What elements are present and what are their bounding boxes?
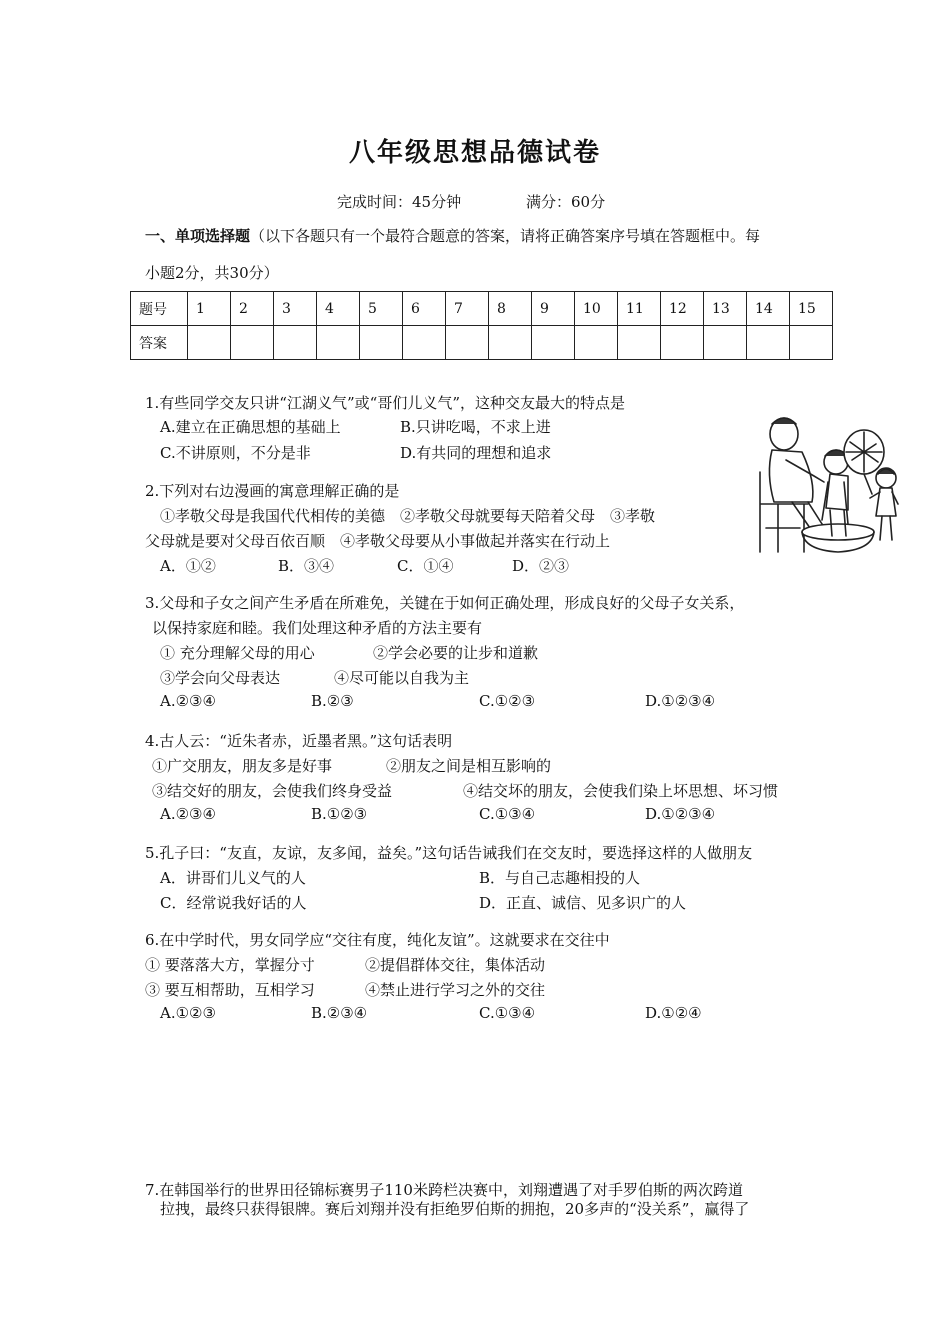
answer-table-number-cell: 10	[575, 292, 618, 326]
q3-option-a: A.②③④	[160, 692, 216, 710]
q1-option-b: B.只讲吃喝，不求上进	[400, 418, 551, 436]
q5-option-d: D．正直、诚信、见多识广的人	[479, 894, 687, 912]
answer-table-answer-cell[interactable]	[360, 326, 403, 360]
q2-option-b: B．③④	[278, 557, 335, 575]
q5-option-b: B．与自己志趣相投的人	[479, 869, 641, 887]
q2-option-a: A．①②	[160, 557, 216, 575]
q4-statement-3: ③结交好的朋友，会使我们终身受益	[152, 782, 393, 800]
q2-option-c: C．①④	[397, 557, 454, 575]
q6-statement-3: ③ 要互相帮助，互相学习	[145, 981, 315, 999]
answer-table-number-cell: 5	[360, 292, 403, 326]
q1-stem: 1.有些同学交友只讲“江湖义气”或“哥们儿义气”，这种交友最大的特点是	[145, 394, 625, 412]
answer-table-answer-row	[131, 326, 833, 360]
answer-table-number-cell: 6	[403, 292, 446, 326]
q3-statement-2: ②学会必要的让步和道歉	[373, 644, 539, 662]
answer-table-number-cell: 1	[188, 292, 231, 326]
q3-stem: 3.父母和子女之间产生矛盾在所难免，关键在于如何正确处理，形成良好的父母子女关系，	[145, 594, 745, 612]
q4-statement-2: ②朋友之间是相互影响的	[386, 757, 552, 775]
exam-full-score: 满分：60分	[526, 193, 606, 211]
answer-table-number-cell: 9	[532, 292, 575, 326]
q2-stem: 2.下列对右边漫画的寓意理解正确的是	[145, 482, 400, 500]
q6-option-b: B.②③④	[311, 1004, 368, 1022]
answer-table-answer-cell[interactable]	[747, 326, 790, 360]
q3-line2: 以保持家庭和睦。我们处理这种矛盾的方法主要有	[152, 619, 483, 637]
q4-statement-1: ①广交朋友，朋友多是好事	[152, 757, 333, 775]
exam-time: 完成时间：45分钟	[337, 193, 462, 211]
answer-table-number-cell: 14	[747, 292, 790, 326]
answer-table-answer-cell[interactable]	[704, 326, 747, 360]
q2-line2: ①孝敬父母是我国代代相传的美德 ②孝敬父母就要每天陪着父母 ③孝敬	[160, 507, 656, 525]
answer-table-answer-cell[interactable]	[274, 326, 317, 360]
q1-option-c: C.不讲原则，不分是非	[160, 444, 311, 462]
q4-option-d: D.①②③④	[645, 805, 716, 823]
q2-line3: 父母就是要对父母百依百顺 ④孝敬父母要从小事做起并落实在行动上	[145, 532, 611, 550]
answer-table-number-cell: 13	[704, 292, 747, 326]
q6-option-d: D.①②④	[645, 1004, 702, 1022]
q5-stem: 5.孔子曰：“友直，友谅，友多闻，益矣。”这句话告诫我们在交友时，要选择这样的人做朋友	[145, 844, 753, 862]
answer-table-number-cell: 8	[489, 292, 532, 326]
answer-table	[130, 291, 833, 360]
answer-table-number-cell: 15	[790, 292, 833, 326]
q6-statement-1: ① 要落落大方，掌握分寸	[145, 956, 315, 974]
section-heading: 一、单项选择题	[145, 227, 251, 245]
parents-feet-washing-cartoon	[752, 412, 908, 554]
answer-table-answer-cell[interactable]	[489, 326, 532, 360]
answer-table-number-label: 题号	[131, 292, 188, 326]
q6-option-c: C.①③④	[479, 1004, 536, 1022]
answer-table-number-row	[131, 292, 833, 326]
q4-statement-4: ④结交坏的朋友，会使我们染上坏思想、坏习惯	[463, 782, 779, 800]
answer-table-number-cell: 7	[446, 292, 489, 326]
answer-table-answer-cell[interactable]	[532, 326, 575, 360]
q4-option-c: C.①③④	[479, 805, 536, 823]
section-instruction-line1: （以下各题只有一个最符合题意的答案，请将正确答案序号填在答题框中。每	[250, 227, 761, 245]
answer-table-answer-cell[interactable]	[231, 326, 274, 360]
q4-option-b: B.①②③	[311, 805, 368, 823]
answer-table-answer-cell[interactable]	[403, 326, 446, 360]
q5-option-a: A．讲哥们儿义气的人	[160, 869, 306, 887]
q5-option-c: C．经常说我好话的人	[160, 894, 307, 912]
answer-table-answer-cell[interactable]	[446, 326, 489, 360]
q4-stem: 4.古人云：“近朱者赤，近墨者黑。”这句话表明	[145, 732, 453, 750]
answer-table-answer-cell[interactable]	[661, 326, 704, 360]
section-instruction	[145, 225, 760, 246]
q6-stem: 6.在中学时代，男女同学应“交往有度，纯化友谊”。这就要求在交往中	[145, 931, 610, 949]
q2-option-d: D．②③	[512, 557, 570, 575]
q7-line1: 7.在韩国举行的世界田径锦标赛男子110米跨栏决赛中，刘翔遭遇了对手罗伯斯的两次跨道	[145, 1181, 743, 1199]
q3-option-d: D.①②③④	[645, 692, 716, 710]
q3-statement-3: ③学会向父母表达	[160, 669, 281, 687]
answer-table-answer-cell[interactable]	[790, 326, 833, 360]
q4-option-a: A.②③④	[160, 805, 216, 823]
q6-statement-2: ②提倡群体交往，集体活动	[365, 956, 546, 974]
page-title: 八年级思想品德试卷	[348, 138, 601, 168]
answer-table-answer-cell[interactable]	[618, 326, 661, 360]
section-instruction-line2: 小题2分，共30分）	[145, 264, 279, 282]
answer-table-answer-label: 答案	[131, 326, 188, 360]
answer-table-number-cell: 12	[661, 292, 704, 326]
q7-line2: 拉拽，最终只获得银牌。赛后刘翔并没有拒绝罗伯斯的拥抱，20多声的“没关系”，赢得了	[160, 1200, 750, 1218]
answer-table-answer-cell[interactable]	[575, 326, 618, 360]
answer-table-number-cell: 2	[231, 292, 274, 326]
q3-option-b: B.②③	[311, 692, 354, 710]
q3-option-c: C.①②③	[479, 692, 536, 710]
answer-table-number-cell: 3	[274, 292, 317, 326]
answer-table-answer-cell[interactable]	[188, 326, 231, 360]
q3-statement-4: ④尽可能以自我为主	[334, 669, 470, 687]
answer-table-number-cell: 11	[618, 292, 661, 326]
answer-table-number-cell: 4	[317, 292, 360, 326]
answer-table-answer-cell[interactable]	[317, 326, 360, 360]
q1-option-a: A.建立在正确思想的基础上	[160, 418, 341, 436]
q6-option-a: A.①②③	[160, 1004, 216, 1022]
q6-statement-4: ④禁止进行学习之外的交往	[365, 981, 546, 999]
q3-statement-1: ① 充分理解父母的用心	[160, 644, 315, 662]
q1-option-d: D.有共同的理想和追求	[400, 444, 552, 462]
